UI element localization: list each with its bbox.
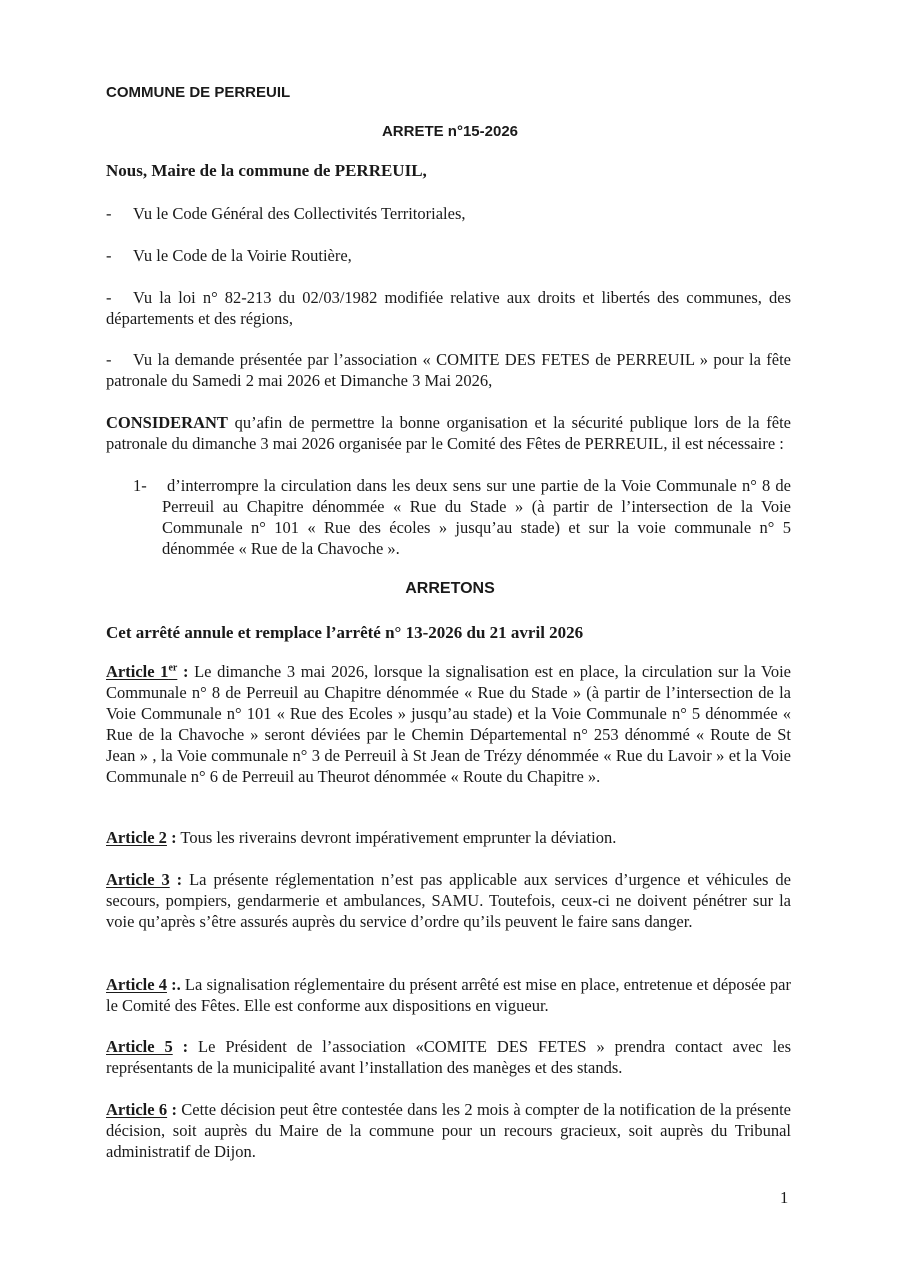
commune-header: COMMUNE DE PERREUIL bbox=[106, 84, 291, 101]
page-number: 1 bbox=[780, 1188, 789, 1207]
article-label: Article 2 bbox=[106, 828, 167, 847]
considerant-text: qu’afin de permettre la bonne organisation et la sécurité publique lors de la fête patronale du dimanche 3 mai 2026 organisée par le Comité des Fêtes de PERREUIL, il est nécessaire : bbox=[106, 413, 791, 453]
article-sep: : bbox=[167, 1100, 177, 1119]
article-label: Article 1er bbox=[106, 662, 178, 681]
article-sep: : bbox=[169, 870, 183, 889]
arretons-heading: ARRETONS bbox=[405, 580, 495, 597]
article-label: Article 6 bbox=[106, 1100, 168, 1119]
considerant-keyword: CONSIDERANT bbox=[106, 413, 228, 432]
article-label: Article 3 bbox=[106, 870, 170, 889]
article-sep: : bbox=[172, 1037, 189, 1056]
vu-item: Vu le Code Général des Collectivités Territoriales, bbox=[133, 204, 466, 223]
vu-dash: - bbox=[106, 288, 112, 307]
vu-item: Vu la demande présentée par l’association « COMITE DES FETES de PERREUIL » pour la fête patronale du Samedi 2 mai 2026 et Dimanche 3 Mai 2026, bbox=[106, 350, 791, 390]
article-text: Le Président de l’association «COMITE DES FETES » prendra contact avec les représentants de la municipalité avant l’installation des manèges et des stands. bbox=[106, 1037, 791, 1077]
intro-line: Nous, Maire de la commune de PERREUIL, bbox=[106, 161, 427, 180]
annule-line: Cet arrêté annule et remplace l’arrêté n° 13-2026 du 21 avril 2026 bbox=[106, 623, 584, 642]
article-paragraph bbox=[106, 661, 791, 787]
article-sep: : bbox=[177, 662, 189, 681]
considerant-item-number: 1- bbox=[133, 476, 147, 495]
vu-dash: - bbox=[106, 204, 112, 223]
article-paragraph bbox=[106, 1036, 791, 1078]
article-paragraph bbox=[106, 974, 791, 1016]
article-sup: er bbox=[168, 662, 178, 674]
article-label: Article 5 bbox=[106, 1037, 173, 1056]
article-label: Article 4 bbox=[106, 975, 167, 994]
article-sep: : bbox=[166, 828, 177, 847]
vu-item: Vu le Code de la Voirie Routière, bbox=[133, 246, 352, 265]
arrete-number: ARRETE n°15-2026 bbox=[381, 123, 519, 140]
article-paragraph bbox=[106, 827, 791, 848]
article-text: La présente réglementation n’est pas applicable aux services d’urgence et véhicules de secours, pompiers, gendarmerie et ambulances, SAMU. Toutefois, ceux-ci ne doivent pénétrer sur la voie qu’après s’être assurés auprès du service d’ordre qu’ils peuvent le faire sans danger. bbox=[106, 870, 791, 931]
article-text: Le dimanche 3 mai 2026, lorsque la signalisation est en place, la circulation sur la Voie Communale n° 8 de Perreuil au Chapitre dénommée « Rue du Stade » (à partir de l’intersection de la Voie Communale n° 101 « Rue des Ecoles » jusqu’au stade) et la Voie Communale n° 5 dénommée « Rue de la Chavoche » seront déviées par le Chemin Départemental n° 253 dénommé « Route de St Jean » , la Voie communale n° 3 de Perreuil à St Jean de Trézy dénommée « Rue du Lavoir » et la Voie Communale n° 6 de Perreuil au Theurot dénommée « Route du Chapitre ». bbox=[106, 662, 791, 786]
considerant-item-text: d’interrompre la circulation dans les deux sens sur une partie de la Voie Communale n° 8 de Perreuil au Chapitre dénommée « Rue du Stade » (à partir de l’intersection de la Voie Communale n° 101 « Rue des écoles » jusqu’au stade) et sur la voie communale n° 5 dénommée « Rue de la Chavoche ». bbox=[162, 476, 791, 558]
article-text: Cette décision peut être contestée dans les 2 mois à compter de la notification de la présente décision, soit auprès du Maire de la commune pour un recours gracieux, soit auprès du Tribunal administratif de Dijon. bbox=[106, 1100, 791, 1161]
considerant-paragraph bbox=[106, 412, 791, 454]
article-paragraph bbox=[106, 1099, 791, 1162]
article-text: La signalisation réglementaire du présent arrêté est mise en place, entretenue et déposée par le Comité des Fêtes. Elle est conforme aux dispositions en vigueur. bbox=[106, 975, 791, 1015]
article-paragraph bbox=[106, 869, 791, 932]
article-sep: :. bbox=[166, 975, 181, 994]
vu-dash: - bbox=[106, 246, 112, 265]
article-text: Tous les riverains devront impérativement emprunter la déviation. bbox=[176, 828, 617, 847]
vu-dash: - bbox=[106, 350, 112, 369]
vu-item: Vu la loi n° 82-213 du 02/03/1982 modifiée relative aux droits et libertés des communes, des départements et des régions, bbox=[106, 288, 791, 328]
